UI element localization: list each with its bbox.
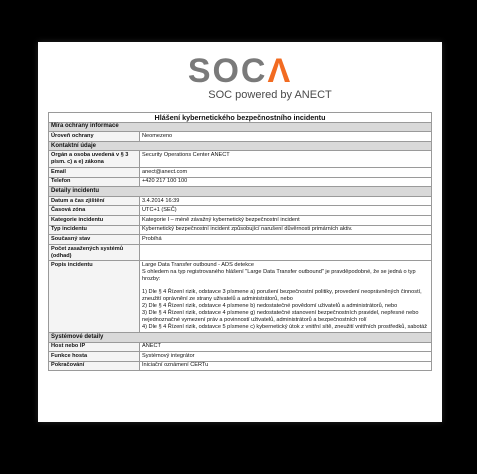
section-protection: Míra ochrany informace: [49, 122, 432, 132]
row-value: [140, 244, 432, 261]
table-row: [49, 167, 432, 177]
section-system: Systémové detaily: [49, 332, 432, 342]
section-row: [49, 122, 432, 132]
logo-header: [38, 54, 442, 101]
row-label: Pokračování: [49, 361, 140, 371]
row-label: Host nebo IP: [49, 342, 140, 352]
row-label: Telefon: [49, 177, 140, 187]
section-row: [49, 332, 432, 342]
section-row: [49, 141, 432, 151]
row-label: Současný stav: [49, 235, 140, 245]
table-row: [49, 177, 432, 187]
logo-tagline: SOC powered by ANECT: [208, 89, 332, 101]
description-item: 4) Dle § 4 Řízení rizik, odstavce 5 písmene c) kybernetický útok z vnitřní sítě, zneužití vnitřních prostředků, sabotáž: [142, 324, 428, 331]
row-value: Systémový integrátor: [140, 352, 432, 362]
description-item: 2) Dle § 4 Řízení rizik, odstavce 4 písmene b) nedostatečné povědomí uživatelů a administrátorů, nebo: [142, 303, 398, 310]
description-line: Large Data Transfer outbound - ADS detekce: [142, 262, 254, 269]
incident-report-table: [48, 112, 432, 371]
table-row: [49, 196, 432, 206]
row-value: Kategorie I – méně závažný kybernetický bezpečnostní incident: [140, 215, 432, 225]
description-item: 3) Dle § 4 Řízení rizik, odstavce 4 písmene g) nedostatečné stanovení bezpečnostních pravidel, nepřesné nebo nejednoznačné vymezení práv a povinností uživatelů, administrátorů a bezpečnostních rolí: [142, 310, 419, 324]
table-row: [49, 215, 432, 225]
row-value: Neomezeno: [140, 132, 432, 142]
row-value: ANECT: [140, 342, 432, 352]
logo-accent: Λ: [267, 52, 293, 90]
row-label: Popis incidentu: [49, 261, 140, 333]
document-page: [38, 42, 442, 422]
row-value: Iniciační oznámení CERTu: [140, 361, 432, 371]
row-label: Kategorie incidentu: [49, 215, 140, 225]
row-value: anect@anect.com: [140, 167, 432, 177]
table-row: [49, 342, 432, 352]
row-label: Orgán a osoba uvedená v § 3 písm. c) a e) zákona: [49, 151, 140, 168]
table-row: [49, 235, 432, 245]
description-line: S ohledem na typ registrovaného hlášení "Large Data Transfer outbound" je pravděpodobné, že se jedná o typ hrozby:: [142, 269, 416, 283]
row-value: Security Operations Center ANECT: [140, 151, 432, 168]
row-label: Úroveň ochrany: [49, 132, 140, 142]
table-title-row: [49, 113, 432, 123]
report-title: Hlášení kybernetického bezpečnostního incidentu: [49, 113, 432, 123]
table-row: [49, 151, 432, 168]
row-label: Typ incidentu: [49, 225, 140, 235]
row-label: Časová zóna: [49, 206, 140, 216]
table-row: [49, 206, 432, 216]
table-row: [49, 352, 432, 362]
description-item: 1) Dle § 4 Řízení rizik, odstavce 3 písmene a) porušení bezpečnostní politiky, provedení neoprávněných činností, zneužití oprávnění ze strany uživatelů a administrátorů, nebo: [142, 289, 422, 303]
soca-logo: [188, 54, 292, 88]
section-row: [49, 187, 432, 197]
table-row: [49, 261, 432, 333]
row-label: Počet zasažených systémů (odhad): [49, 244, 140, 261]
row-label: Email: [49, 167, 140, 177]
section-contact: Kontaktní údaje: [49, 141, 432, 151]
section-details: Detaily incidentu: [49, 187, 432, 197]
table-row: [49, 132, 432, 142]
row-value: UTC+1 (SEČ): [140, 206, 432, 216]
row-label: Datum a čas zjištění: [49, 196, 140, 206]
table-row: [49, 225, 432, 235]
row-value: Probíhá: [140, 235, 432, 245]
table-row: [49, 244, 432, 261]
row-value: +420 217 100 100: [140, 177, 432, 187]
row-value: 3.4.2014 16:39: [140, 196, 432, 206]
row-value: Kybernetický bezpečnostní incident způsobující narušení důvěrnosti primárních aktiv.: [140, 225, 432, 235]
row-label: Funkce hosta: [49, 352, 140, 362]
incident-description: [140, 261, 432, 333]
table-row: [49, 361, 432, 371]
logo-text: SOC: [187, 52, 268, 90]
